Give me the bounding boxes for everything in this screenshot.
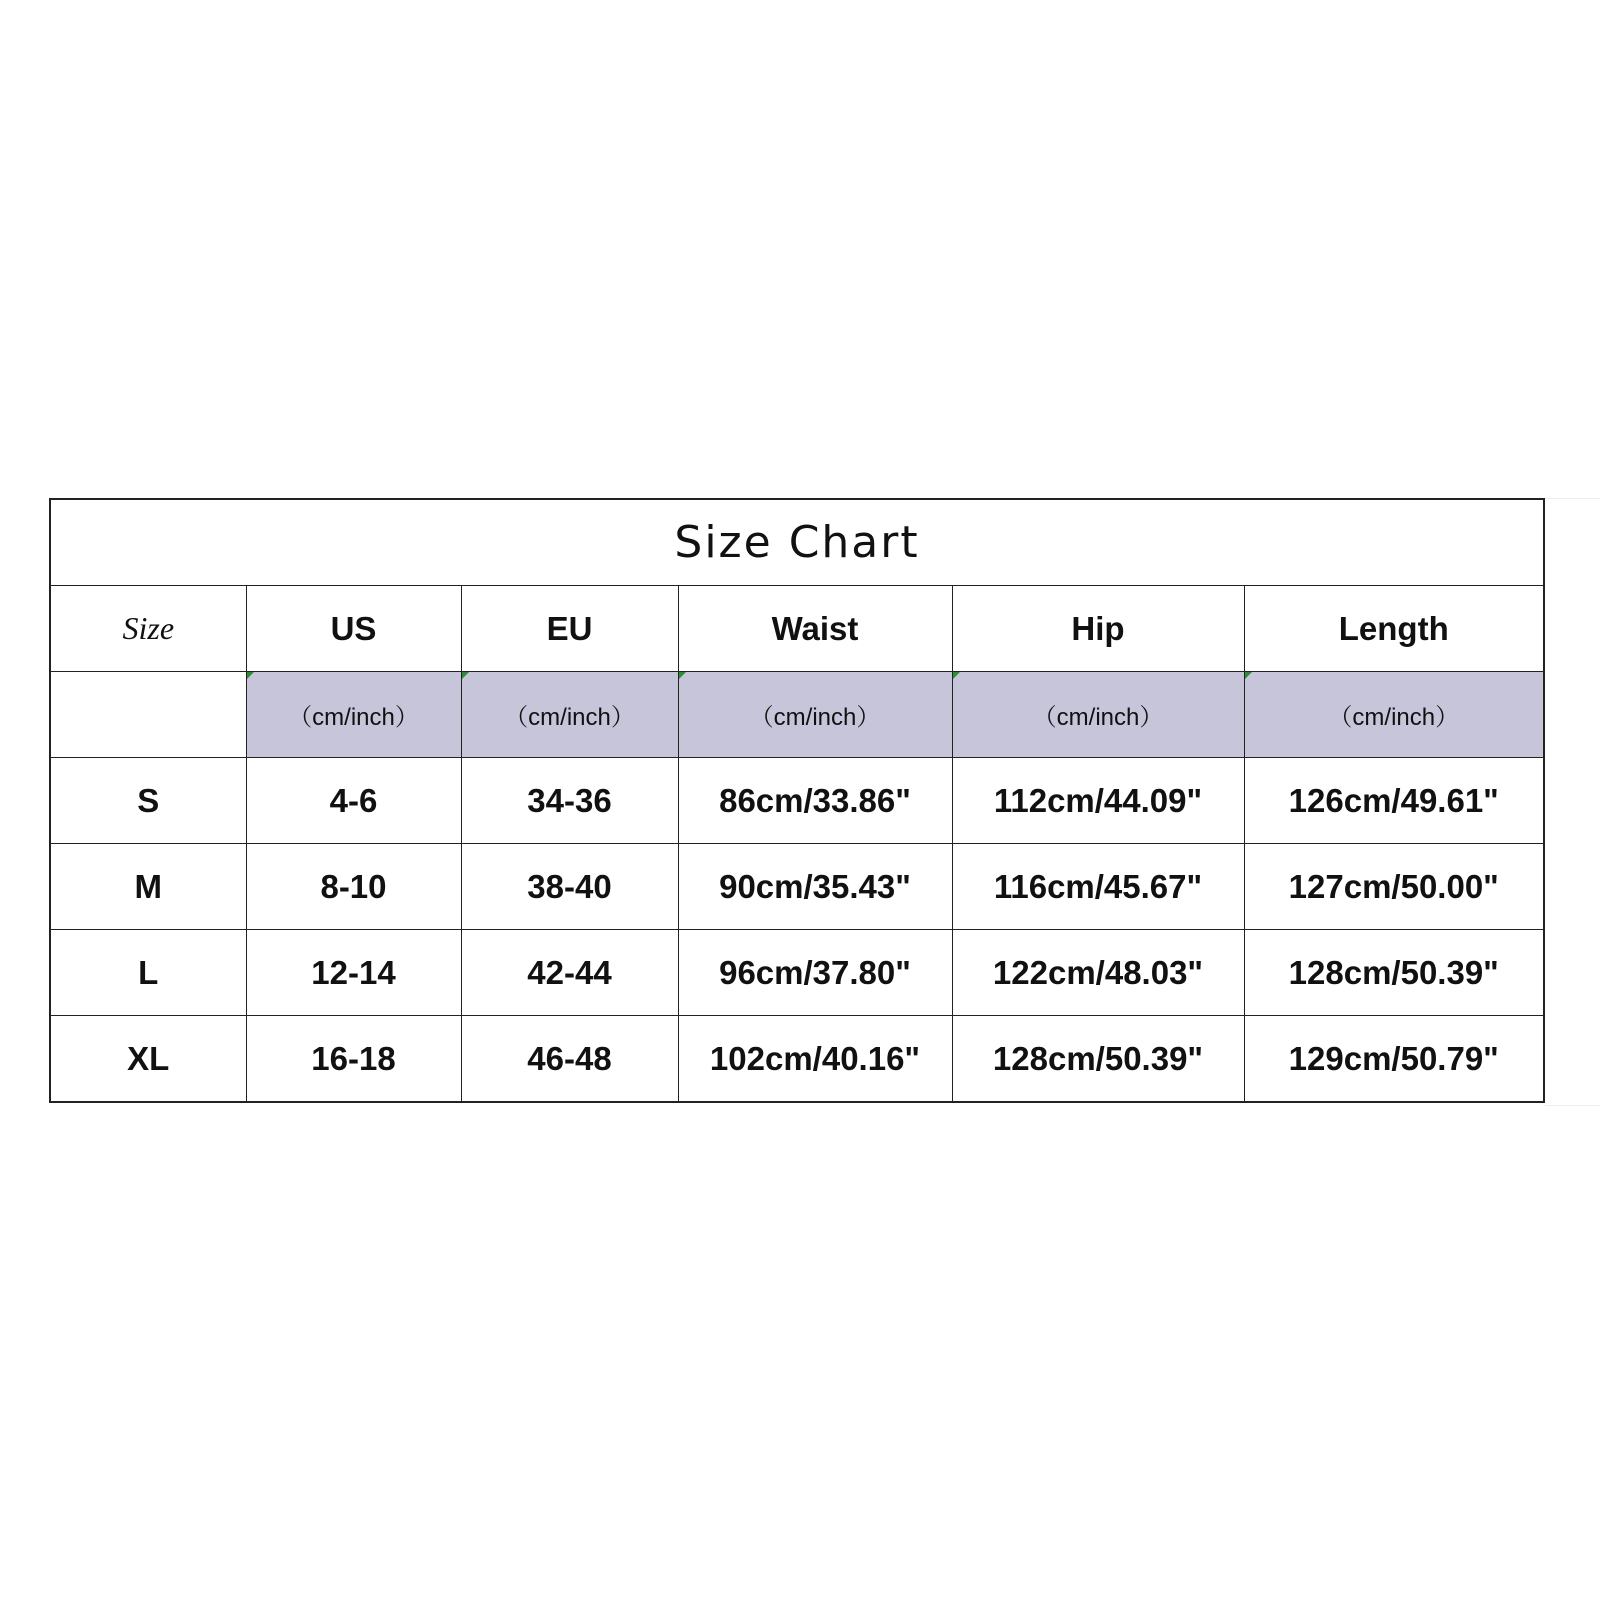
hip-column-header: Hip bbox=[952, 586, 1244, 672]
unit-row bbox=[50, 672, 1544, 758]
length-cell: 128cm/50.39" bbox=[1244, 930, 1544, 1016]
length-cell: 126cm/49.61" bbox=[1244, 758, 1544, 844]
unit-label: （cm/inch） bbox=[749, 704, 881, 731]
waist-unit-cell bbox=[678, 672, 952, 758]
size-cell: L bbox=[50, 930, 246, 1016]
length-unit-cell bbox=[1244, 672, 1544, 758]
length-cell: 129cm/50.79" bbox=[1244, 1016, 1544, 1103]
header-row bbox=[50, 586, 1544, 672]
table-row bbox=[50, 844, 1544, 930]
eu-unit-cell bbox=[461, 672, 678, 758]
title-row bbox=[50, 499, 1544, 586]
waist-cell: 90cm/35.43" bbox=[678, 844, 952, 930]
waist-column-header: Waist bbox=[678, 586, 952, 672]
corner-mark bbox=[953, 672, 960, 679]
eu-cell: 42-44 bbox=[461, 930, 678, 1016]
waist-cell: 86cm/33.86" bbox=[678, 758, 952, 844]
size-cell: S bbox=[50, 758, 246, 844]
corner-mark bbox=[247, 672, 254, 679]
hip-unit-cell bbox=[952, 672, 1244, 758]
corner-mark bbox=[462, 672, 469, 679]
length-column-header: Length bbox=[1244, 586, 1544, 672]
us-unit-cell bbox=[246, 672, 461, 758]
hip-cell: 116cm/45.67" bbox=[952, 844, 1244, 930]
table-row bbox=[50, 1016, 1544, 1103]
size-cell: XL bbox=[50, 1016, 246, 1103]
table-edge-shadow bbox=[1545, 498, 1600, 1106]
us-cell: 12-14 bbox=[246, 930, 461, 1016]
unit-label: （cm/inch） bbox=[288, 704, 419, 731]
corner-mark bbox=[1245, 672, 1252, 679]
table-row bbox=[50, 758, 1544, 844]
eu-cell: 38-40 bbox=[461, 844, 678, 930]
size-cell: M bbox=[50, 844, 246, 930]
unit-label: （cm/inch） bbox=[504, 704, 635, 731]
size-column-header: Size bbox=[50, 586, 246, 672]
us-cell: 4-6 bbox=[246, 758, 461, 844]
eu-column-header: EU bbox=[461, 586, 678, 672]
eu-cell: 34-36 bbox=[461, 758, 678, 844]
waist-cell: 96cm/37.80" bbox=[678, 930, 952, 1016]
eu-cell: 46-48 bbox=[461, 1016, 678, 1103]
us-column-header: US bbox=[246, 586, 461, 672]
hip-cell: 128cm/50.39" bbox=[952, 1016, 1244, 1103]
size-chart-table bbox=[49, 498, 1545, 1103]
waist-cell: 102cm/40.16" bbox=[678, 1016, 952, 1103]
unit-row-blank-cell bbox=[50, 672, 246, 758]
length-cell: 127cm/50.00" bbox=[1244, 844, 1544, 930]
hip-cell: 112cm/44.09" bbox=[952, 758, 1244, 844]
corner-mark bbox=[679, 672, 686, 679]
chart-title: Size Chart bbox=[50, 499, 1544, 586]
unit-label: （cm/inch） bbox=[1032, 704, 1164, 731]
table-row bbox=[50, 930, 1544, 1016]
hip-cell: 122cm/48.03" bbox=[952, 930, 1244, 1016]
unit-label: （cm/inch） bbox=[1328, 704, 1460, 731]
us-cell: 8-10 bbox=[246, 844, 461, 930]
us-cell: 16-18 bbox=[246, 1016, 461, 1103]
